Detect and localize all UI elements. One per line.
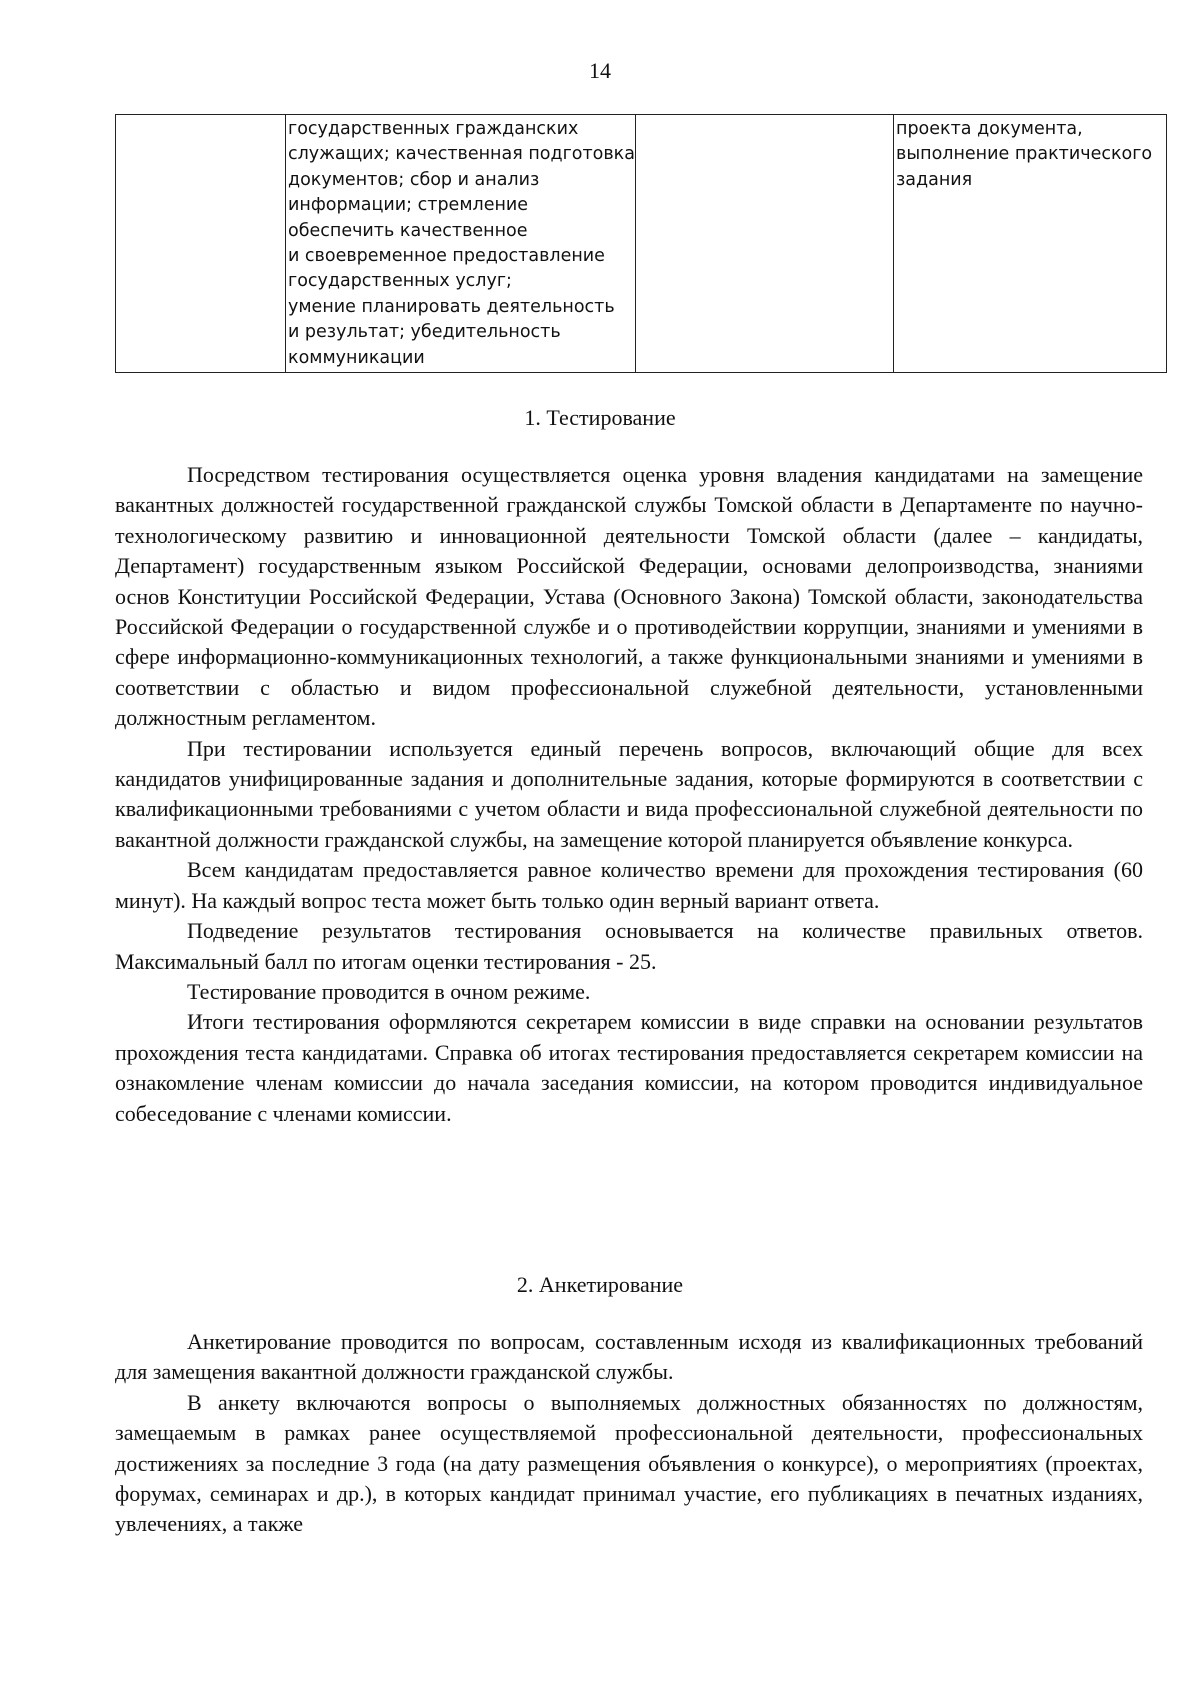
section-body-questionnaire [115, 1327, 1143, 1540]
cell-line: информации; стремление [288, 195, 529, 216]
cell-line: государственных гражданских [288, 119, 579, 139]
table-cell-assessment-methods [894, 115, 1167, 373]
cell-line: задания [896, 169, 973, 190]
paragraph: Посредством тестирования осуществляется оценка уровня владения кандидатами на замещение вакантных должностей государственной гражданской службы Томской области в Департаменте по научно-технологическому развитию и инновационной деятельности Томской области (далее – кандидаты, Департамент) государственным языком Российской Федерации, основами делопроизводства, знаниями основ Конституции Российской Федерации, Устава (Основного Закона) Томской области, законодательства Российской Федерации о государственной службе и о противодействии коррупции, знаниями и умениями в сфере информационно-коммуникационных технологий, а также функциональными знаниями и умениями в соответствии с областью и видом профессиональной служебной деятельности, установленными должностным регламентом. [115, 462, 1143, 731]
cell-line: и результат; убедительность [288, 322, 561, 343]
paragraph: Итоги тестирования оформляются секретарем комиссии в виде справки на основании результатов прохождения теста кандидатами. Справка об итогах тестирования предоставляется секретарем комиссии на ознакомление членам комиссии до начала заседания комиссии, на котором проводится индивидуальное собеседование с членами комиссии. [115, 1009, 1143, 1126]
cell-line: обеспечить качественное [288, 220, 528, 241]
cell-line: проекта документа, [896, 119, 1083, 139]
cell-line: умение планировать деятельность [288, 296, 615, 317]
paragraph: В анкету включаются вопросы о выполняемых должностных обязанностях по должностям, замещаемым в рамках ранее осуществляемой профессиональной деятельности, профессиональных достижениях за последние 3 года (на дату размещения объявления о конкурсе), о мероприятиях (проектах, форумах, семинарах и др.), в которых кандидат принимал участие, его публикациях в печатных изданиях, увлечениях, а также [115, 1389, 1143, 1537]
cell-line: документов; сбор и анализ [288, 169, 540, 190]
cell-line: и своевременное предоставление [288, 246, 605, 267]
cell-line: выполнение практического [896, 144, 1153, 165]
section-body-testing [115, 460, 1143, 1129]
cell-line: коммуникации [288, 347, 425, 368]
paragraph: Тестирование проводится в очном режиме. [187, 978, 591, 1004]
section-heading-testing: 1. Тестирование [524, 405, 676, 430]
paragraph: Подведение результатов тестирования основывается на количестве правильных ответов. Максимальный балл по итогам оценки тестирования - 25. [115, 918, 1143, 974]
section-heading-questionnaire: 2. Анкетирование [516, 1272, 684, 1297]
paragraph: Всем кандидатам предоставляется равное количество времени для прохождения тестирования (60 минут). На каждый вопрос теста может быть только один верный вариант ответа. [115, 857, 1143, 913]
cell-line: служащих; качественная подготовка [288, 144, 635, 165]
page-number: 14 [589, 58, 611, 83]
table-cell-empty-1 [116, 115, 286, 373]
cell-line: государственных услуг; [288, 271, 512, 292]
table-cell-empty-3 [636, 115, 894, 373]
paragraph: Анкетирование проводится по вопросам, составленным исходя из квалификационных требований для замещения вакантной должности гражданской службы. [115, 1329, 1143, 1385]
competency-table-fragment [115, 114, 1167, 373]
table-row [116, 115, 1167, 373]
table-cell-competencies [286, 115, 636, 373]
paragraph: При тестировании используется единый перечень вопросов, включающий общие для всех кандидатов унифицированные задания и дополнительные задания, которые формируются в соответствии с квалификационными требованиями с учетом области и вида профессиональной служебной деятельности по вакантной должности гражданской службы, на замещение которой планируется объявление конкурса. [115, 735, 1143, 852]
